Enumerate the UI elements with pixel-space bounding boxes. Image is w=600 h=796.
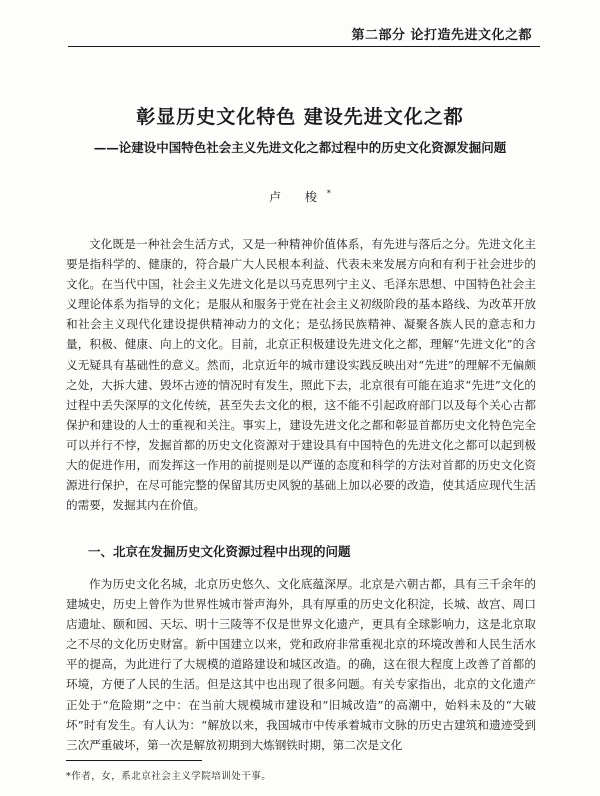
footnote-divider [66, 760, 202, 761]
running-header-text: 第二部分 论打造先进文化之都 [351, 28, 532, 43]
running-header [68, 20, 540, 47]
body-paragraph-1: 文化既是一种社会生活方式，又是一种精神价值体系，有先进与落后之分。先进文化主要是指科学的、健康的，符合最广大人民根本利益、代表未来发展方向和有利于社会进步的文化。在当代中国，社会主义先进文化是以马克思列宁主义、毛泽东思想、中国特色社会主义理论体系为指导的文化；是服从和服务于党在社会主义初级阶段的基本路线、为改革开放和社会主义现代化建设提供精神动力的文化；是弘扬民族精神、凝聚各族人民的意志和力量，积极、健康、向上的文化。目前，北京正积极建设先进文化之都，理解“先进文化”的含义无疑具有基础性的意义。然而，北京近年的城市建设实践反映出对“先进”的理解不无偏颇之处，大拆大建、毁坏古迹的情况时有发生，照此下去，北京很有可能在追求“先进”文化的过程中丢失深厚的文化传统，甚至失去文化的根，这不能不引起政府部门以及每个关心古都保护和建设的人士的重视和关注。事实上，建设先进文化之都和彰显首都历史文化特色完全可以并行不悖，发掘首都的历史文化资源对于建设具有中国特色的先进文化之都可以起到极大的促进作用，而发挥这一作用的前提则是以严谨的态度和科学的方法对首都的历史文化资源进行保护，在尽可能完整的保留其历史风貌的基础上加以必要的改造，使其适应现代生活的需要，发掘其内在价值。 [66, 237, 536, 513]
author-line [0, 188, 600, 205]
body-paragraph-2: 作为历史文化名城，北京历史悠久、文化底蕴深厚。北京是六朝古都，具有三千余年的建城史，历史上曾作为世界性城市誉声海外，具有厚重的历史文化积淀，长城、故宫、周口店遗址、颐和园、天坛、明十三陵等不仅是世界文化遗产，更具有全球影响力，这是北京取之不尽的文化历史财富。新中国建立以来，党和政府非常重视北京的环境改善和人民生活水平的提高，为此进行了大规模的道路建设和城区改造。的确，这在很大程度上改善了首都的环境，方便了人民的生活。但是这其中也出现了很多问题。有关专家指出，北京的文化遗产正处于“危险期”之中：在当前大规模城市建设和“旧城改造”的高潮中，始料未及的“大破坏”时有发生。有人认为：“解放以来，我国城市中传承着城市文脉的历史古建筑和遗迹受到三次严重破坏，第一次是解放初期到大炼钢铁时期，第二次是文化 [66, 577, 536, 752]
article-subtitle: ——论建设中国特色社会主义先进文化之都过程中的历史文化资源发掘问题 [93, 140, 507, 155]
article-title: 彰显历史文化特色 建设先进文化之都 [136, 106, 464, 128]
footnote: *作者，女，系北京社会主义学院培训处干事。 [66, 771, 272, 782]
section-heading-1: 一、北京在发掘历史文化资源过程中出现的问题 [88, 544, 351, 559]
author-footnote-mark: * [326, 189, 331, 198]
author-name: 卢 梭 [269, 190, 327, 204]
